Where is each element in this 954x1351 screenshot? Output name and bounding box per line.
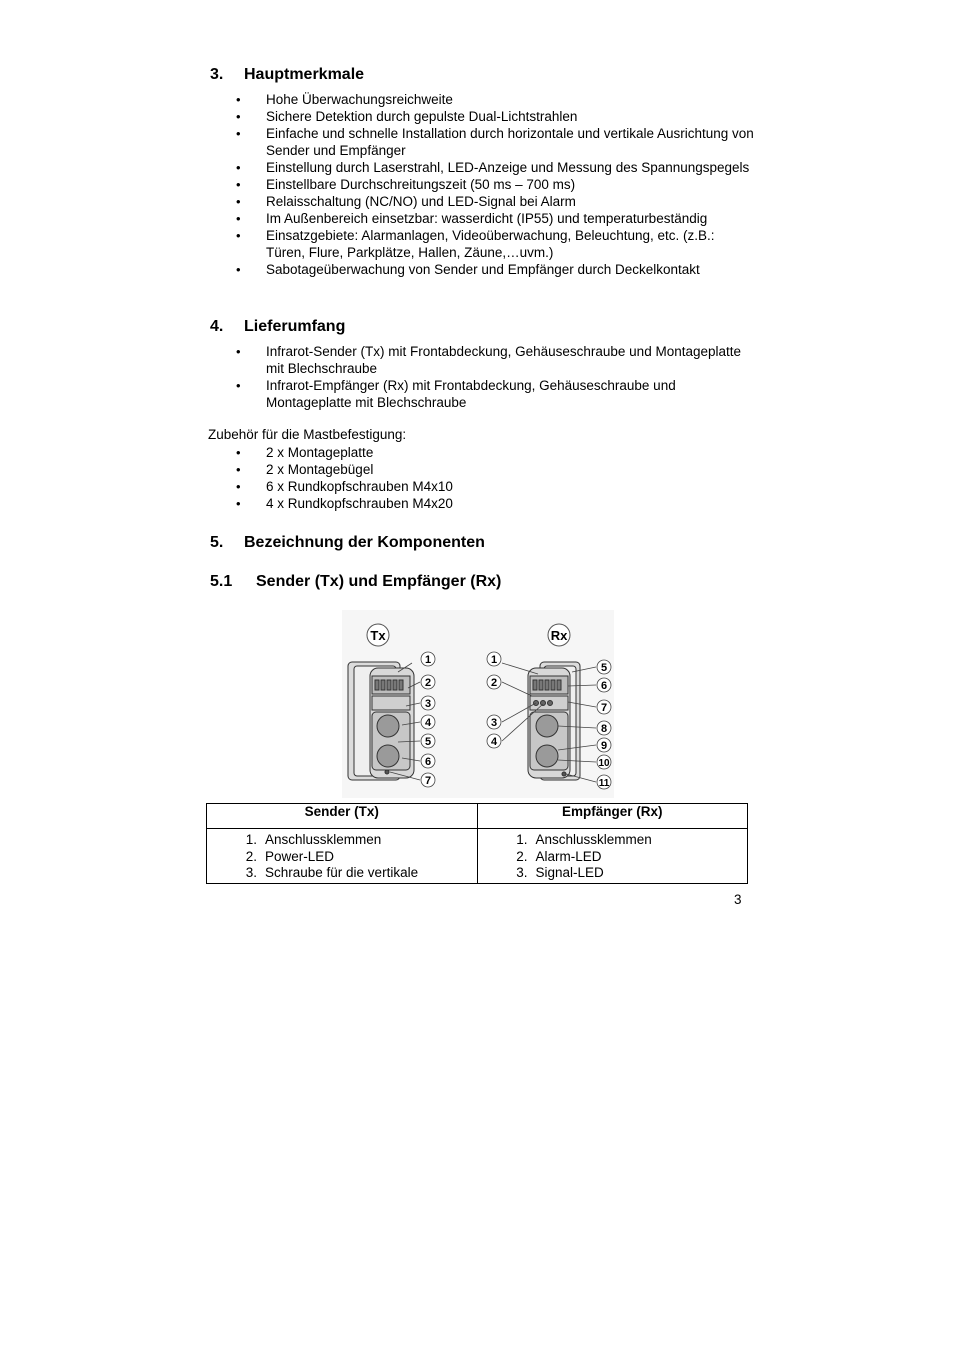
section-number: 4. bbox=[210, 318, 224, 335]
section-title: Sender (Tx) und Empfänger (Rx) bbox=[256, 573, 502, 590]
svg-text:8: 8 bbox=[600, 723, 608, 735]
section-5-heading bbox=[210, 534, 485, 552]
svg-text:7: 7 bbox=[424, 775, 432, 787]
rx-components-cell bbox=[477, 829, 748, 884]
list-item: • 4 x Rundkopfschrauben M4x20 bbox=[234, 495, 754, 512]
list-item: • Infrarot-Sender (Tx) mit Frontabdeckung, Gehäuseschraube und Montageplatte mit Blechschraube bbox=[234, 343, 754, 377]
list-item: • Einfache und schnelle Installation durch horizontale und vertikale Ausrichtung von Sender und Empfänger bbox=[234, 125, 754, 159]
components-table bbox=[206, 803, 748, 884]
list-item: • 2 x Montagebügel bbox=[234, 461, 754, 478]
list-item: • 6 x Rundkopfschrauben M4x10 bbox=[234, 478, 754, 495]
list-item: 3. Schraube für die vertikale bbox=[245, 865, 419, 880]
list-item: 2. Power-LED bbox=[245, 848, 335, 864]
svg-text:5: 5 bbox=[424, 736, 432, 748]
list-item: • 2 x Montageplatte bbox=[234, 444, 754, 461]
svg-text:7: 7 bbox=[600, 702, 608, 714]
section-title: Bezeichnung der Komponenten bbox=[244, 534, 485, 551]
svg-text:2: 2 bbox=[490, 677, 498, 689]
list-item: 3. Signal-LED bbox=[516, 865, 604, 880]
list-item: 2. Alarm-LED bbox=[516, 848, 602, 864]
svg-text:3: 3 bbox=[424, 698, 432, 710]
svg-text:1: 1 bbox=[424, 654, 432, 666]
page-number: 3 bbox=[734, 892, 742, 907]
svg-text:6: 6 bbox=[600, 680, 608, 692]
section-4-heading bbox=[210, 318, 345, 336]
list-item: • Einsatzgebiete: Alarmanlagen, Videoüberwachung, Beleuchtung, etc. (z.B.: Türen, Flure, Parkplätze, Hallen, Zäune,…uvm.) bbox=[234, 227, 754, 261]
section-title: Hauptmerkmale bbox=[244, 66, 365, 83]
list-item: • Hohe Überwachungsreichweite bbox=[234, 91, 754, 108]
list-item: • Sabotageüberwachung von Sender und Empfänger durch Deckelkontakt bbox=[234, 261, 754, 278]
list-item: • Einstellung durch Laserstrahl, LED-Anzeige und Messung des Spannungspegels bbox=[234, 159, 754, 176]
svg-text:11: 11 bbox=[598, 778, 610, 789]
list-item: • Einstellbare Durchschreitungszeit (50 ms – 700 ms) bbox=[234, 176, 754, 193]
accessories-list bbox=[234, 444, 754, 512]
svg-text:3: 3 bbox=[490, 717, 498, 729]
section-5-1-heading bbox=[210, 573, 501, 591]
svg-text:1: 1 bbox=[490, 654, 498, 666]
rx-label: Rx bbox=[550, 628, 568, 643]
list-item: • Im Außenbereich einsetzbar: wasserdicht (IP55) und temperaturbeständig bbox=[234, 210, 754, 227]
svg-text:5: 5 bbox=[600, 662, 608, 674]
table-header-rx: Empfänger (Rx) bbox=[477, 804, 748, 829]
list-item: • Relaisschaltung (NC/NO) und LED-Signal bei Alarm bbox=[234, 193, 754, 210]
delivery-list bbox=[234, 343, 754, 411]
svg-text:9: 9 bbox=[600, 740, 608, 752]
rx-device-drawing bbox=[528, 662, 580, 780]
tx-label: Tx bbox=[370, 628, 386, 643]
table-row bbox=[207, 829, 748, 884]
table-header-row bbox=[207, 804, 748, 829]
list-item: 1. Anschlussklemmen bbox=[245, 832, 382, 847]
svg-text:6: 6 bbox=[424, 756, 432, 768]
section-number: 5.1 bbox=[210, 573, 233, 590]
accessories-label: Zubehör für die Mastbefestigung: bbox=[208, 427, 407, 442]
svg-text:2: 2 bbox=[424, 677, 432, 689]
list-item: 1. Anschlussklemmen bbox=[516, 832, 652, 847]
section-number: 5. bbox=[210, 534, 224, 551]
section-title: Lieferumfang bbox=[244, 318, 346, 335]
table-header-tx: Sender (Tx) bbox=[207, 804, 478, 829]
section-3-heading bbox=[210, 66, 364, 84]
section-number: 3. bbox=[210, 66, 224, 83]
svg-text:4: 4 bbox=[490, 736, 498, 748]
tx-components-cell bbox=[207, 829, 478, 884]
list-item: • Sichere Detektion durch gepulste Dual-Lichtstrahlen bbox=[234, 108, 754, 125]
svg-text:4: 4 bbox=[424, 717, 432, 729]
features-list bbox=[234, 91, 754, 278]
list-item: • Infrarot-Empfänger (Rx) mit Frontabdeckung, Gehäuseschraube und Montageplatte mit Blechschraube bbox=[234, 377, 754, 411]
tx-device-drawing bbox=[348, 662, 414, 780]
tx-rx-diagram bbox=[342, 610, 614, 798]
svg-text:10: 10 bbox=[598, 758, 610, 769]
